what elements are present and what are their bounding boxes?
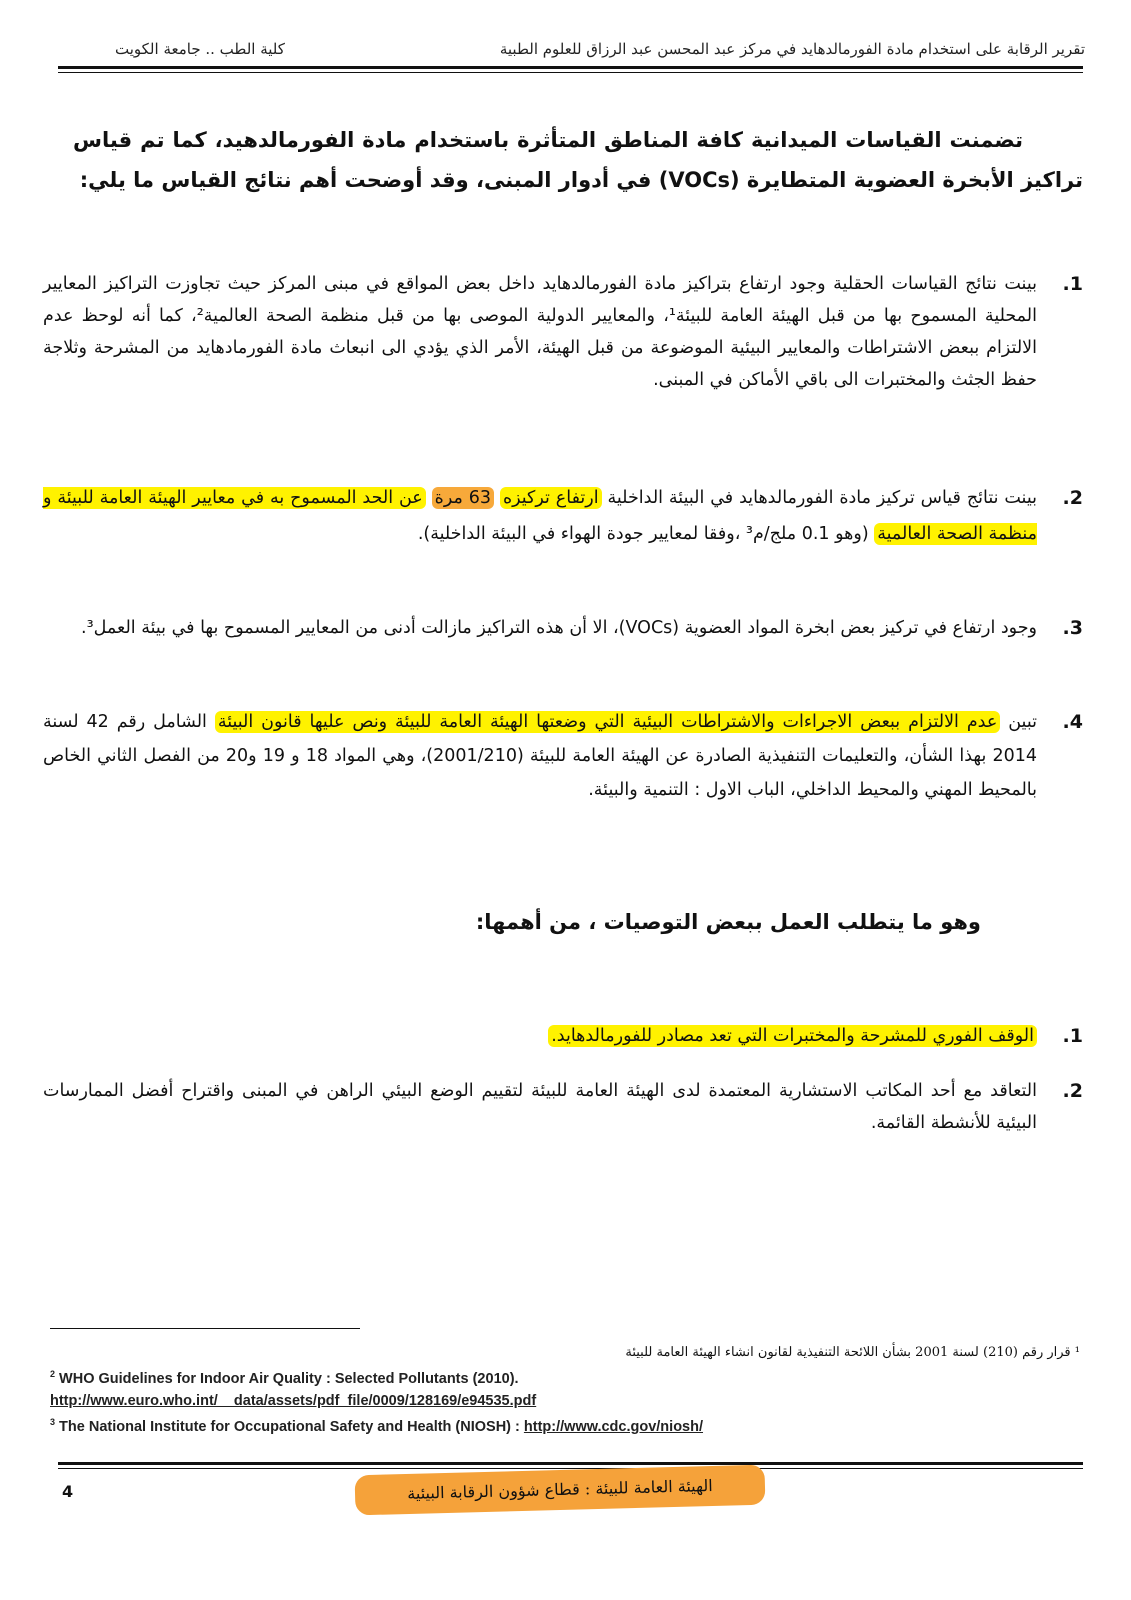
header-rule (58, 66, 1083, 69)
footer-label: الهيئة العامة للبيئة : قطاع شؤون الرقابة البيئية (355, 1465, 766, 1516)
footnote-3-marker: 3 (50, 1417, 56, 1427)
recommendation-number: 1. (1062, 1025, 1083, 1047)
footnote-2-text: WHO Guidelines for Indoor Air Quality : Selected Pollutants (2010). (59, 1370, 519, 1387)
highlight-limit: عن الحد المسموح به في معايير الهيئة العامة للبيئة و منظمة الصحة العالمية (43, 488, 1037, 544)
finding-number: 4. (1062, 711, 1083, 733)
footnote-3 (50, 1417, 1080, 1441)
finding-3 (43, 612, 1083, 644)
finding-2-post: (وهو 0.1 ملج/م³ ،وفقا لمعايير جودة الهواء في البيئة الداخلية). (417, 524, 875, 544)
finding-number: 3. (1062, 617, 1083, 639)
header-college: كلية الطب .. جامعة الكويت (115, 40, 285, 58)
page-number: 4 (62, 1482, 74, 1501)
footnote-3-link[interactable]: http://www.cdc.gov/niosh/ (523, 1418, 704, 1435)
footnote-2-link-row (50, 1393, 1080, 1417)
recommendations-heading: وهو ما يتطلب العمل ببعض التوصيات ، من أهمها: (475, 910, 981, 934)
footnote-3-text: The National Institute for Occupational Safety and Health (NIOSH) : (59, 1418, 520, 1435)
recommendation-text: التعاقد مع أحد المكاتب الاستشارية المعتمدة لدى الهيئة العامة للبيئة لتقييم الوضع البيئي الراهن في المبنى واقتراح أفضل الممارسات البيئية للأنشطة القائمة. (43, 1081, 1037, 1133)
header-rule-thin (58, 72, 1083, 73)
finding-number: 1. (1062, 273, 1083, 295)
highlight-immediate-stop: الوقف الفوري للمشرحة والمختبرات التي تعد مصادر للفورمالدهايد. (548, 1025, 1037, 1047)
finding-4 (43, 705, 1083, 807)
finding-text (43, 705, 1037, 807)
finding-1 (43, 268, 1083, 396)
finding-4-pre: تبين (1000, 712, 1037, 732)
finding-2 (43, 480, 1083, 552)
page-header (55, 36, 1085, 62)
recommendation-2 (43, 1075, 1083, 1139)
highlight-63-times: 63 مرة (432, 487, 494, 509)
finding-2-pre: بينت نتائج قياس تركيز مادة الفورمالدهايد في البيئة الداخلية (601, 488, 1037, 508)
finding-text (43, 480, 1037, 552)
highlight-noncompliance: عدم الالتزام ببعض الاجراءات والاشتراطات البيئية التي وضعتها الهيئة العامة للبيئة ونص عليها قانون البيئة (215, 711, 1000, 733)
header-title: تقرير الرقابة على استخدام مادة الفورمالدهايد في مركز عبد المحسن عبد الرزاق للعلوم الطبية (499, 40, 1085, 58)
recommendation-1 (43, 1020, 1083, 1052)
footnote-rule (50, 1328, 360, 1329)
finding-text: وجود ارتفاع في تركيز بعض ابخرة المواد العضوية (VOCs)، الا أن هذه التراكيز مازالت أدنى من المعايير المسموح بها في بيئة العمل³. (81, 618, 1037, 638)
finding-number: 2. (1062, 487, 1083, 509)
intro-paragraph: تضمنت القياسات الميدانية كافة المناطق المتأثرة باستخدام مادة الفورمالدهيد، كما تم قياس تراكيز الأبخرة العضوية المتطايرة (VOCs) في أدوار المبنى، وقد أوضحت أهم نتائج القياس ما يلي: (73, 128, 1083, 192)
footnote-2 (50, 1369, 1080, 1393)
finding-text: بينت نتائج القياسات الحقلية وجود ارتفاع بتراكيز مادة الفورمالدهايد داخل بعض المواقع في مبنى المركز حيث تجاوزت التراكيز المعايير المحلية المسموح بها من قبل الهيئة العامة للبيئة¹، والمعايير الدولية الموصى بها من قبل منظمة الصحة العالمية²، كما أنه لوحظ عدم الالتزام ببعض الاشتراطات والمعايير البيئية الموضوعة من قبل الهيئة، الأمر الذي يؤدي الى انبعاث مادة الفورمادهايد من المشرحة وثلاجة حفظ الجثث والمختبرات الى باقي الأماكن في المبنى. (43, 274, 1037, 390)
finding-4-post: الشامل رقم 42 لسنة 2014 بهذا الشأن، والتعليمات التنفيذية الصادرة عن الهيئة العامة للبيئة (2001/210)، وهي المواد 18 و 19 و20 من الفصل الثاني الخاص بالمحيط المهني والمحيط الداخلي، الباب الاول : التنمية والبيئة. (43, 712, 1038, 800)
highlight-concentration: ارتفاع تركيزه (500, 487, 602, 509)
footer-rule (58, 1462, 1083, 1465)
recommendation-number: 2. (1062, 1080, 1083, 1102)
footnote-1: ¹ قرار رقم (210) لسنة 2001 بشأن اللائحة التنفيذية لقانون انشاء الهيئة العامة للبيئة (625, 1345, 1080, 1360)
footnote-2-link[interactable]: http://www.euro.who.int/__data/assets/pdf_file/0009/128169/e94535.pdf (50, 1393, 537, 1409)
footnotes (50, 1345, 1080, 1441)
recommendation-text (43, 1020, 1037, 1052)
footnote-2-marker: 2 (50, 1369, 56, 1379)
